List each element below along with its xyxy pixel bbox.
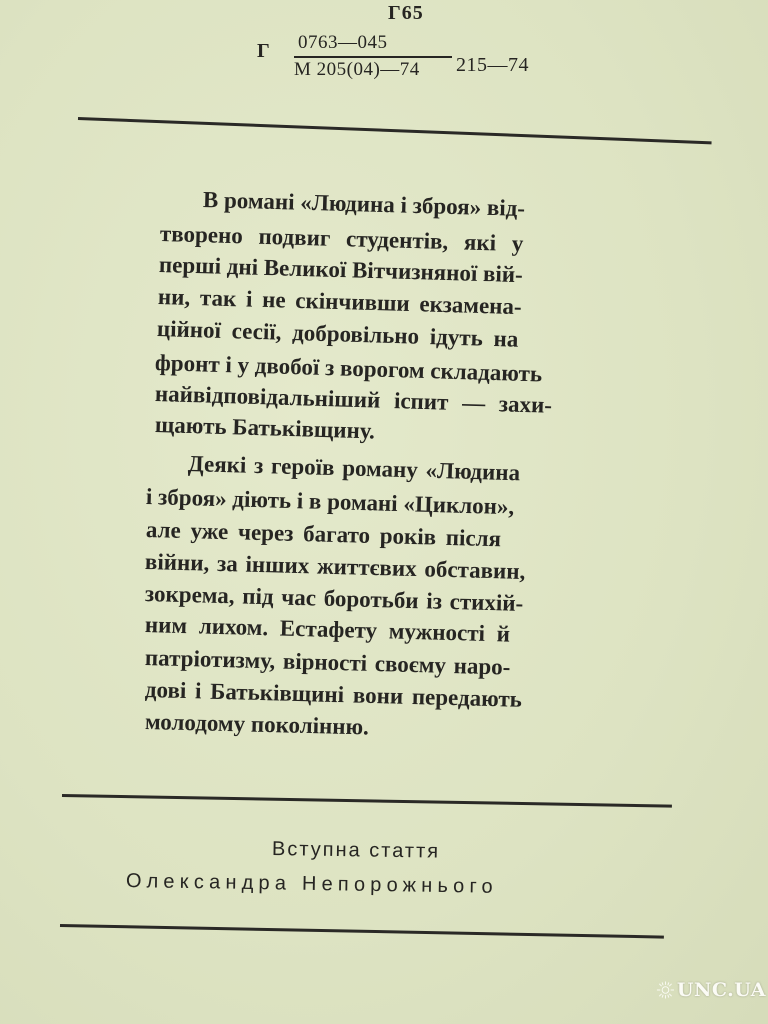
text-line: і зброя» діють і в романі «Циклон», bbox=[145, 484, 515, 520]
watermark-text: UNC.UA bbox=[676, 979, 766, 1001]
text-line: В романі «Людина і зброя» від- bbox=[202, 187, 526, 221]
text-line: патріотизму, вірності своєму наро- bbox=[144, 645, 511, 680]
author-name: Олександра Непорожнього bbox=[125, 870, 498, 898]
text-line: перші дні Великої Вітчизняної вій- bbox=[158, 252, 524, 288]
text-line: війни, за інших життєвих обставин, bbox=[144, 549, 526, 584]
catalog-suffix: 215—74 bbox=[456, 54, 529, 76]
catalog-fraction bbox=[294, 32, 452, 81]
fraction-denominator: М 205(04)—74 bbox=[294, 59, 420, 80]
text-line: фронт і у двобої з ворогом складають bbox=[154, 350, 543, 387]
fraction-numerator: 0763—045 bbox=[298, 32, 388, 53]
text-line: найвідповідальніший іспит — захи- bbox=[154, 381, 553, 418]
index-letter: Г bbox=[257, 40, 270, 62]
fraction-bar bbox=[294, 56, 452, 58]
text-line: молодому поколінню. bbox=[144, 709, 370, 740]
text-line: творено подвиг студентів, які у bbox=[159, 221, 524, 257]
text-line: ни, так і не скінчивши екзамена- bbox=[157, 284, 523, 320]
sun-logo-icon bbox=[656, 973, 675, 1007]
text-line: але уже через багато років після bbox=[145, 517, 502, 552]
text-line: ційної сесії, добровільно ідуть на bbox=[156, 316, 519, 352]
bottom-divider bbox=[60, 924, 664, 939]
text-line: щають Батьківщину. bbox=[154, 412, 376, 444]
middle-divider bbox=[62, 794, 672, 808]
intro-label: Вступна стаття bbox=[271, 838, 441, 863]
site-watermark bbox=[656, 966, 766, 1014]
top-divider bbox=[78, 117, 712, 144]
text-line: ним лихом. Естафету мужності й bbox=[144, 612, 511, 647]
text-line: дові і Батьківщині вони передають bbox=[144, 677, 523, 712]
text-line: зокрема, під час боротьби із стихій- bbox=[144, 581, 524, 616]
classification-code: Г65 bbox=[388, 2, 424, 24]
text-line: Деякі з героїв роману «Людина bbox=[187, 451, 521, 486]
